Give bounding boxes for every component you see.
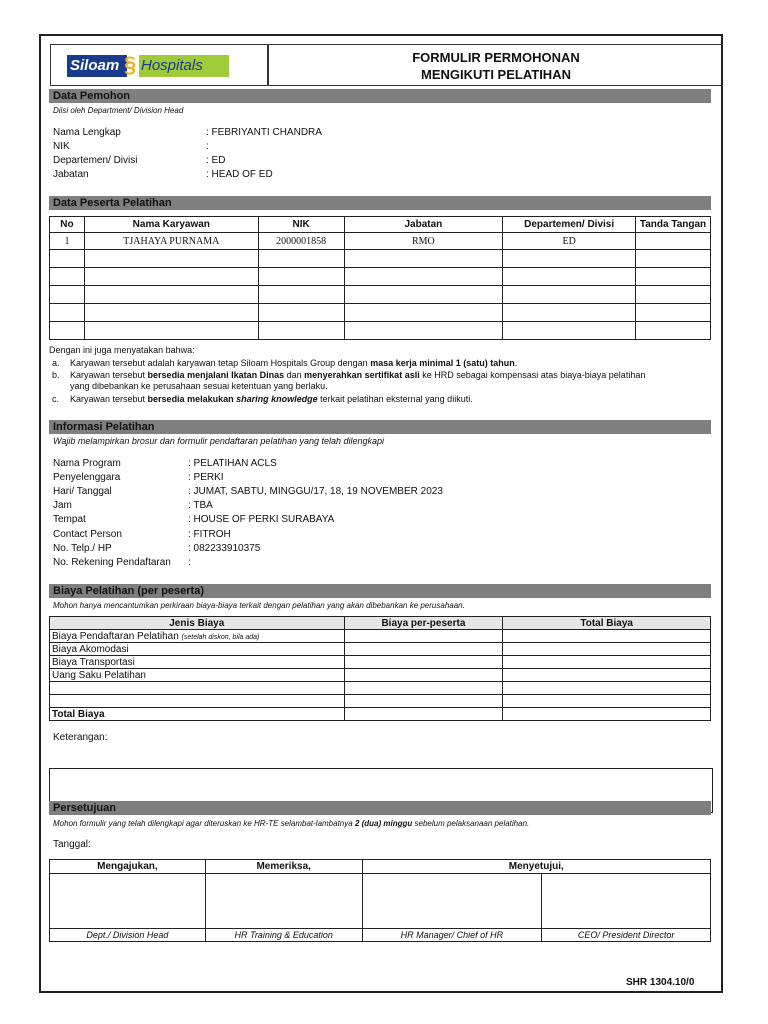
logo-mark-icon: § (124, 52, 137, 77)
declaration-b-text: Karyawan tersebut (70, 370, 148, 380)
signature-box-hr-manager[interactable] (362, 874, 542, 929)
value-jam[interactable]: : TBA (188, 500, 213, 511)
cell-empty[interactable] (503, 669, 711, 682)
role-row (50, 929, 711, 942)
table-row (50, 669, 711, 682)
col-no: No (50, 217, 85, 233)
role-hr-manager: HR Manager/ Chief of HR (362, 929, 542, 942)
cell-empty[interactable] (344, 682, 503, 695)
title-line-1: FORMULIR PERMOHONAN (412, 50, 580, 65)
label-telp: No. Telp./ HP (53, 543, 112, 554)
cell-empty[interactable] (50, 286, 85, 304)
col-menyetujui: Menyetujui, (362, 860, 710, 874)
cell-empty[interactable] (503, 708, 711, 721)
cell-empty[interactable] (636, 286, 711, 304)
cell-empty[interactable] (344, 304, 503, 322)
cell-empty[interactable] (503, 682, 711, 695)
table-row (50, 304, 711, 322)
cell-empty[interactable] (503, 286, 636, 304)
persetujuan-note-end: sebelum pelaksanaan pelatihan. (412, 819, 530, 828)
declaration-a-text: Karyawan tersebut adalah karyawan tetap Siloam Hospitals Group dengan (70, 358, 371, 368)
cell-empty[interactable] (636, 304, 711, 322)
cell-nik[interactable]: 2000001858 (258, 233, 344, 250)
cell-empty[interactable] (84, 250, 258, 268)
signature-row (50, 874, 711, 929)
declaration-a-marker: a. (52, 358, 60, 368)
table-row (50, 286, 711, 304)
role-ceo: CEO/ President Director (542, 929, 711, 942)
section-data-pemohon: Data Pemohon (49, 89, 711, 103)
col-departemen: Departemen/ Divisi (503, 217, 636, 233)
cell-jabatan[interactable]: RMO (344, 233, 503, 250)
logo-text-right: Hospitals (139, 55, 229, 77)
cell-empty[interactable] (258, 322, 344, 340)
cell-nama[interactable]: TJAHAYA PURNAMA (84, 233, 258, 250)
cell-empty[interactable] (258, 304, 344, 322)
cell-empty[interactable] (503, 304, 636, 322)
col-biaya-per-peserta: Biaya per-peserta (344, 617, 503, 630)
section-informasi-pelatihan: Informasi Pelatihan (49, 420, 711, 434)
title-line-2: MENGIKUTI PELATIHAN (421, 67, 571, 82)
cell-jenis-biaya: Uang Saku Pelatihan (50, 669, 345, 682)
table-row (50, 233, 711, 250)
declaration-b-mid: dan (284, 370, 305, 380)
label-jam: Jam (53, 500, 72, 511)
form-code: SHR 1304.10/0 (626, 977, 695, 988)
value-jabatan[interactable]: : HEAD OF ED (206, 169, 273, 180)
declaration-b-line2: yang dibebankan ke perusahaan sesuai ketentuan yang berlaku. (70, 381, 328, 391)
declaration-b-bold1: bersedia menjalani Ikatan Dinas (147, 370, 285, 380)
cell-jenis-biaya: Biaya Akomodasi (50, 643, 345, 656)
value-departemen[interactable]: : ED (206, 155, 226, 166)
cell-jenis-biaya: Biaya Transportasi (50, 656, 345, 669)
declaration-b-end: ke HRD sebagai kompensasi atas biaya-biaya pelatihan (419, 370, 646, 380)
declaration-c-bold: bersedia melakukan (147, 394, 237, 404)
role-dept-head: Dept./ Division Head (50, 929, 206, 942)
value-telp[interactable]: : 082233910375 (188, 543, 261, 554)
col-jenis-biaya: Jenis Biaya (50, 617, 345, 630)
logo-box (50, 44, 268, 86)
col-total-biaya: Total Biaya (503, 617, 711, 630)
col-memeriksa: Memeriksa, (205, 860, 362, 874)
cell-empty[interactable] (503, 630, 711, 643)
cell-empty[interactable] (258, 268, 344, 286)
declaration-c-bolditalic: sharing knowledge (236, 394, 318, 404)
signature-box-hr-training[interactable] (205, 874, 362, 929)
cell-empty[interactable] (503, 268, 636, 286)
table-row (50, 682, 711, 695)
label-departemen: Departemen/ Divisi (53, 155, 138, 166)
label-penyelenggara: Penyelenggara (53, 472, 121, 483)
section-data-peserta: Data Peserta Pelatihan (49, 196, 711, 210)
signature-box-ceo[interactable] (542, 874, 711, 929)
section-biaya-pelatihan: Biaya Pelatihan (per peserta) (49, 584, 711, 598)
declaration-a-end: . (514, 358, 518, 368)
cell-empty[interactable] (503, 643, 711, 656)
peserta-table (49, 216, 711, 340)
value-tempat[interactable]: : HOUSE OF PERKI SURABAYA (188, 514, 335, 525)
value-rekening[interactable]: : (188, 557, 191, 568)
label-tempat: Tempat (53, 514, 86, 525)
value-nik[interactable]: : (206, 141, 209, 152)
col-tanda-tangan: Tanda Tangan (636, 217, 711, 233)
label-jabatan: Jabatan (53, 169, 89, 180)
cell-empty[interactable] (50, 250, 85, 268)
declaration-c-text: Karyawan tersebut (70, 394, 148, 404)
biaya-row-label: Biaya Pendaftaran Pelatihan (52, 630, 182, 642)
cell-empty[interactable] (344, 250, 503, 268)
cell-empty[interactable] (84, 268, 258, 286)
table-row (50, 708, 711, 721)
page-frame (39, 34, 723, 993)
cell-tanda-tangan[interactable] (636, 233, 711, 250)
persetujuan-note (53, 819, 529, 828)
label-nama-program: Nama Program (53, 458, 121, 469)
cell-empty[interactable] (50, 268, 85, 286)
table-row (50, 250, 711, 268)
declaration-b-bold2: menyerahkan sertifikat asli (304, 370, 420, 380)
label-nama-lengkap: Nama Lengkap (53, 127, 121, 138)
informasi-note: Wajib melampirkan brosur dan formulir pendaftaran pelatihan yang telah dilengkapi (53, 436, 385, 446)
biaya-header-row (50, 617, 711, 630)
value-nama-program[interactable]: : PELATIHAN ACLS (188, 458, 277, 469)
cell-empty[interactable] (84, 286, 258, 304)
peserta-header-row (50, 217, 711, 233)
cell-empty[interactable] (258, 250, 344, 268)
table-row (50, 322, 711, 340)
cell-empty[interactable] (636, 268, 711, 286)
col-mengajukan: Mengajukan, (50, 860, 206, 874)
cell-empty[interactable] (344, 286, 503, 304)
cell-total-biaya-label: Total Biaya (50, 708, 345, 721)
cell-empty[interactable] (503, 695, 711, 708)
biaya-note: Mohon hanya mencantumkan perkiraan biaya-biaya terkait dengan pelatihan yang akan dibebankan ke perusahaan. (53, 601, 465, 610)
cell-empty[interactable] (503, 250, 636, 268)
value-nama-lengkap[interactable]: : FEBRIYANTI CHANDRA (206, 127, 322, 138)
cell-empty[interactable] (84, 304, 258, 322)
value-hari-tanggal[interactable]: : JUMAT, SABTU, MINGGU/17, 18, 19 NOVEMBER 2023 (188, 486, 443, 497)
cell-empty[interactable] (344, 268, 503, 286)
cell-jenis-biaya (50, 630, 345, 643)
label-nik: NIK (53, 141, 70, 152)
declaration-intro: Dengan ini juga menyatakan bahwa: (49, 345, 195, 355)
declaration-b-marker: b. (52, 370, 60, 380)
cell-empty[interactable] (344, 630, 503, 643)
cell-empty[interactable] (636, 322, 711, 340)
keterangan-label: Keterangan: (53, 732, 108, 743)
col-nik: NIK (258, 217, 344, 233)
cell-empty[interactable] (503, 656, 711, 669)
tanggal-label: Tanggal: (53, 839, 91, 850)
cell-departemen[interactable]: ED (503, 233, 636, 250)
biaya-table (49, 616, 711, 721)
declaration-c (70, 393, 710, 406)
table-row (50, 268, 711, 286)
cell-empty[interactable] (84, 322, 258, 340)
cell-empty[interactable] (50, 695, 345, 708)
persetujuan-note-text: Mohon formulir yang telah dilengkapi agar diteruskan ke HR-TE selambat-lambatnya (53, 819, 355, 828)
signature-box-dept-head[interactable] (50, 874, 206, 929)
col-nama: Nama Karyawan (84, 217, 258, 233)
cell-empty[interactable] (344, 656, 503, 669)
label-rekening: No. Rekening Pendaftaran (53, 557, 171, 568)
table-row (50, 630, 711, 643)
cell-empty[interactable] (344, 643, 503, 656)
cell-no[interactable]: 1 (50, 233, 85, 250)
biaya-row-note: (setelah diskon, bila ada) (181, 633, 260, 641)
table-row (50, 656, 711, 669)
cell-empty[interactable] (344, 669, 503, 682)
declaration-c-end: terkait pelatihan eksternal yang diikuti. (317, 394, 473, 404)
cell-empty[interactable] (636, 250, 711, 268)
form-title (268, 44, 723, 86)
cell-empty[interactable] (258, 286, 344, 304)
value-contact-person[interactable]: : FITROH (188, 529, 231, 540)
cell-empty[interactable] (344, 695, 503, 708)
cell-empty[interactable] (503, 322, 636, 340)
label-contact-person: Contact Person (53, 529, 122, 540)
section-persetujuan: Persetujuan (49, 801, 711, 815)
cell-empty[interactable] (344, 708, 503, 721)
persetujuan-note-bold: 2 (dua) minggu (354, 819, 413, 828)
siloam-logo (67, 52, 229, 77)
cell-empty[interactable] (50, 682, 345, 695)
declaration-a-bold: masa kerja minimal 1 (satu) tahun (370, 358, 515, 368)
logo-text-left: Siloam (67, 55, 127, 77)
col-jabatan: Jabatan (344, 217, 503, 233)
approval-header-row (50, 860, 711, 874)
table-row (50, 643, 711, 656)
cell-empty[interactable] (50, 304, 85, 322)
cell-empty[interactable] (50, 322, 85, 340)
declaration-c-marker: c. (52, 394, 60, 404)
label-hari-tanggal: Hari/ Tanggal (53, 486, 112, 497)
approval-table (49, 859, 711, 942)
role-hr-training: HR Training & Education (205, 929, 362, 942)
value-penyelenggara[interactable]: : PERKI (188, 472, 224, 483)
pemohon-note: Diisi oleh Department/ Division Head (53, 106, 184, 115)
table-row (50, 695, 711, 708)
cell-empty[interactable] (344, 322, 503, 340)
